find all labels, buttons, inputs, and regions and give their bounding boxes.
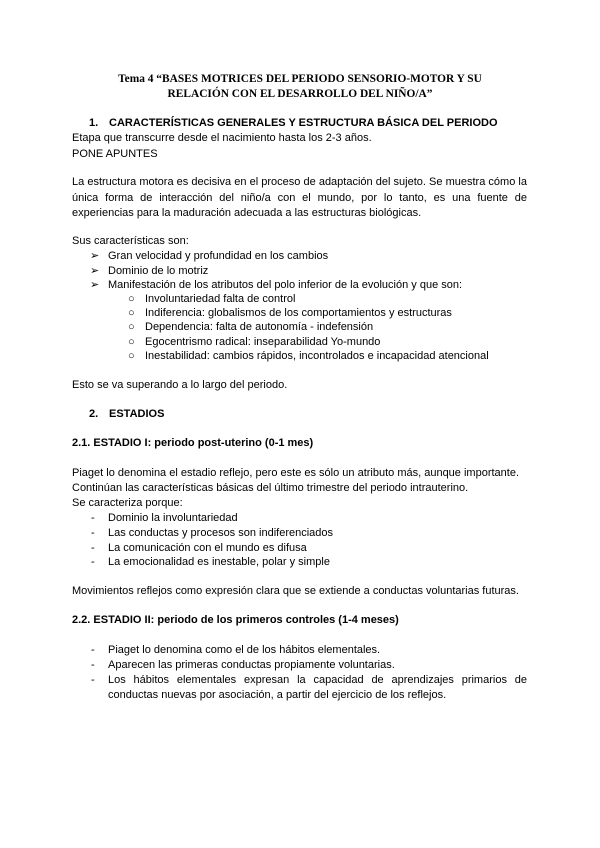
section-1-heading: CARACTERÍSTICAS GENERALES Y ESTRUCTURA BÁSICA DEL PERIODO (109, 117, 498, 129)
stage-1-item: La emocionalidad es inestable, polar y simple (108, 556, 330, 568)
circle-bullet-icon: ○ (128, 307, 135, 319)
section-1-intro: Etapa que transcurre desde el nacimiento hasta los 2-3 años. (72, 132, 372, 144)
stage-2-item: Piaget lo denomina como el de los hábitos elementales. (108, 644, 381, 656)
circle-bullet-icon: ○ (128, 293, 135, 305)
subfeature-item: Involuntariedad falta de control (145, 293, 296, 305)
subfeature-item: Indiferencia: globalismos de los comportamientos y estructuras (145, 307, 452, 319)
circle-bullet-icon: ○ (128, 350, 135, 362)
dash-bullet-icon: - (91, 556, 95, 568)
stage-2-heading: 2.2. ESTADIO II: periodo de los primeros controles (1-4 meses) (72, 614, 399, 626)
stage-2-item: Aparecen las primeras conductas propiamente voluntarias. (108, 659, 395, 671)
dash-bullet-icon: - (91, 527, 95, 539)
section-1-number: 1. (89, 117, 99, 129)
dash-bullet-icon: - (91, 674, 95, 686)
dash-bullet-icon: - (91, 644, 95, 656)
stage-1-line: Se caracteriza porque: (72, 497, 183, 509)
section-1-note: PONE APUNTES (72, 148, 158, 160)
stage-1-item: Las conductas y procesos son indiferenciados (108, 527, 334, 539)
section-2-heading: ESTADIOS (109, 408, 165, 420)
stage-1-item: Dominio la involuntariedad (108, 512, 238, 524)
document-title-line-2: RELACIÓN CON EL DESARROLLO DEL NIÑO/A” (167, 88, 433, 100)
section-1-closing: Esto se va superando a lo largo del periodo. (72, 379, 288, 391)
circle-bullet-icon: ○ (128, 336, 135, 348)
stage-1-heading: 2.1. ESTADIO I: periodo post-uterino (0-1 mes) (72, 437, 314, 449)
subfeature-item: Inestabilidad: cambios rápidos, incontrolados e incapacidad atencional (145, 350, 489, 362)
stage-1-item: La comunicación con el mundo es difusa (108, 542, 307, 554)
dash-bullet-icon: - (91, 542, 95, 554)
feature-item: Gran velocidad y profundidad en los cambios (108, 250, 329, 262)
arrow-bullet-icon: ➢ (90, 279, 100, 291)
subfeature-item: Egocentrismo radical: inseparabilidad Yo-mundo (145, 336, 381, 348)
arrow-bullet-icon: ➢ (90, 250, 100, 262)
dash-bullet-icon: - (91, 512, 95, 524)
arrow-bullet-icon: ➢ (90, 265, 100, 277)
dash-bullet-icon: - (91, 659, 95, 671)
stage-2-item: Los hábitos elementales expresan la capacidad de aprendizajes primarios de conductas nuevas por asociación, a partir del ejercicio de los reflejos. (108, 674, 527, 701)
feature-item: Dominio de lo motriz (108, 265, 209, 277)
section-2-number: 2. (89, 408, 99, 420)
feature-item: Manifestación de los atributos del polo inferior de la evolución y que son: (108, 279, 463, 291)
document-title-line-1: Tema 4 “BASES MOTRICES DEL PERIODO SENSORIO-MOTOR Y SU (118, 73, 482, 85)
circle-bullet-icon: ○ (128, 321, 135, 333)
stage-1-line: Piaget lo denomina el estadio reflejo, pero este es sólo un atributo más, aunque importante. (72, 467, 519, 479)
features-intro: Sus características son: (72, 235, 189, 247)
section-1-paragraph: La estructura motora es decisiva en el proceso de adaptación del sujeto. Se muestra cómo la única forma de interacción del niño/a con el mundo, por lo tanto, es una fuente de experiencias para la maduración adecuada a las estructuras biológicas. (72, 176, 527, 219)
subfeature-item: Dependencia: falta de autonomía - indefensión (145, 321, 374, 333)
stage-1-closing: Movimientos reflejos como expresión clara que se extiende a conductas voluntarias futuras. (72, 585, 519, 597)
stage-1-line: Continúan las características básicas del último trimestre del periodo intrauterino. (72, 482, 469, 494)
